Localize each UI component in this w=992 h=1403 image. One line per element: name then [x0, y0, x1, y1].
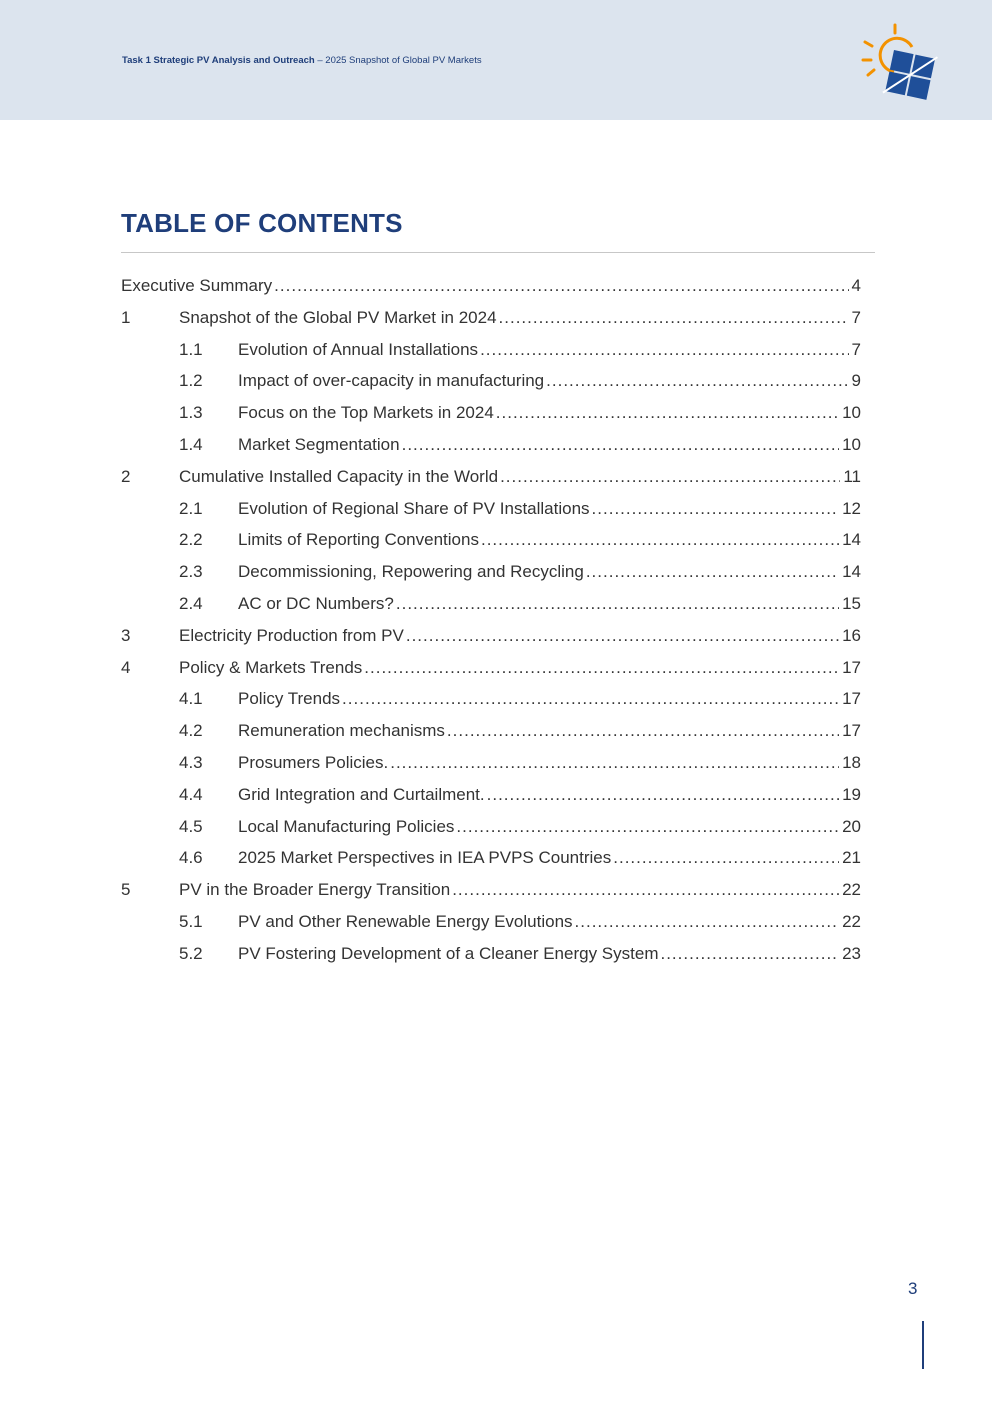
toc-entry-number: 2.2 [179, 530, 203, 550]
toc-entry-number: 1.3 [179, 403, 203, 423]
toc-entry[interactable] [0, 304, 992, 336]
toc-dot-leader [613, 848, 839, 868]
toc-entry-number: 2.1 [179, 498, 203, 518]
toc-entry-number: 4.4 [179, 784, 203, 804]
toc-entry-line [179, 658, 861, 678]
toc-entry[interactable] [0, 367, 992, 399]
toc-entry-label: Remuneration mechanisms [238, 721, 445, 741]
toc-entry-label: Limits of Reporting Conventions [238, 530, 479, 550]
toc-entry-number: 5.2 [179, 943, 203, 963]
toc-entry-page: 17 [842, 721, 861, 741]
toc-entry-label: 2025 Market Perspectives in IEA PVPS Countries [238, 848, 612, 868]
toc-entry[interactable] [0, 844, 992, 876]
page-number: 3 [908, 1279, 918, 1298]
toc-entry-line [179, 880, 861, 900]
toc-entry-page: 10 [842, 403, 861, 423]
toc-dot-leader [480, 340, 848, 360]
toc-entry-line [238, 817, 861, 837]
toc-entry-page: 7 [851, 307, 861, 327]
toc-entry-label: Executive Summary [121, 276, 273, 295]
toc-dot-leader [396, 594, 839, 614]
toc-entry-line [238, 944, 861, 964]
toc-entry-page: 22 [842, 880, 861, 900]
toc-entry-number: 2.4 [179, 593, 203, 613]
toc-entry[interactable] [0, 685, 992, 717]
toc-entry[interactable] [0, 717, 992, 749]
page-title: TABLE OF CONTENTS [121, 208, 403, 238]
toc-entry-label: Policy Trends [238, 689, 341, 709]
toc-dot-leader [660, 944, 839, 964]
toc-entry-line [238, 753, 861, 773]
table-of-contents [0, 272, 992, 972]
toc-dot-leader [402, 435, 839, 455]
toc-entry[interactable] [0, 590, 992, 622]
toc-entry-label: Evolution of Annual Installations [238, 339, 479, 359]
toc-entry-line [238, 594, 861, 614]
toc-dot-leader [342, 689, 839, 709]
toc-entry-page: 4 [851, 276, 861, 295]
toc-entry-label: Focus on the Top Markets in 2024 [238, 403, 494, 423]
toc-entry-number: 4.6 [179, 848, 203, 868]
toc-entry-number: 4.2 [179, 721, 203, 741]
toc-dot-leader [499, 308, 849, 328]
toc-entry-page: 14 [842, 562, 861, 582]
toc-dot-leader [481, 530, 839, 550]
toc-entry-line [238, 848, 861, 868]
toc-entry-line [238, 689, 861, 709]
toc-dot-leader [586, 562, 839, 582]
toc-entry-page: 17 [842, 689, 861, 709]
toc-entry-page: 19 [842, 784, 861, 804]
toc-dot-leader [390, 753, 839, 773]
toc-entry-label: Local Manufacturing Policies [238, 816, 455, 836]
toc-dot-leader [575, 912, 840, 932]
toc-dot-leader [496, 403, 839, 423]
toc-entry[interactable] [0, 336, 992, 368]
toc-entry-page: 18 [842, 752, 861, 772]
toc-entry-page: 15 [842, 593, 861, 613]
toc-entry-number: 1 [121, 307, 131, 327]
toc-entry-label: PV and Other Renewable Energy Evolutions [238, 911, 573, 931]
toc-entry-label: Decommissioning, Repowering and Recycling [238, 562, 584, 582]
header-task-label: Task 1 Strategic PV Analysis and Outreach [122, 55, 315, 66]
toc-entry-number: 3 [121, 625, 131, 645]
toc-entry[interactable] [0, 781, 992, 813]
toc-entry-page: 12 [842, 498, 861, 518]
toc-entry-number: 4 [121, 657, 131, 677]
toc-dot-leader [364, 658, 839, 678]
toc-entry-page: 22 [842, 911, 861, 931]
toc-entry-page: 23 [842, 943, 861, 963]
toc-entry-number: 5.1 [179, 911, 203, 931]
toc-entry-line [238, 530, 861, 550]
toc-entry-page: 7 [851, 339, 861, 359]
toc-dot-leader [487, 785, 839, 805]
toc-entry-label: Impact of over-capacity in manufacturing [238, 371, 545, 391]
toc-entry-label: Prosumers Policies. [238, 752, 389, 772]
toc-entry-line [238, 912, 861, 932]
toc-entry-number: 4.3 [179, 752, 203, 772]
toc-dot-leader [500, 467, 840, 487]
title-divider [121, 252, 875, 253]
header-subtitle: – 2025 Snapshot of Global PV Markets [314, 55, 482, 66]
toc-entry-label: AC or DC Numbers? [238, 593, 394, 613]
toc-entry-line [238, 340, 861, 360]
toc-entry-line [179, 308, 861, 328]
toc-entry-label: Cumulative Installed Capacity in the World [179, 466, 499, 486]
toc-entry-label: Market Segmentation [238, 434, 400, 454]
toc-entry-number: 2.3 [179, 562, 203, 582]
toc-entry-line [238, 562, 861, 582]
toc-entry-label: PV in the Broader Energy Transition [179, 880, 451, 900]
toc-dot-leader [452, 880, 839, 900]
toc-dot-leader [546, 371, 848, 391]
toc-entry[interactable] [0, 431, 992, 463]
toc-entry-page: 16 [842, 625, 861, 645]
toc-entry[interactable] [0, 940, 992, 972]
running-header [122, 55, 482, 66]
toc-entry-page: 20 [842, 816, 861, 836]
toc-entry-label: Electricity Production from PV [179, 625, 404, 645]
toc-entry[interactable] [0, 876, 992, 908]
toc-dot-leader [447, 721, 839, 741]
sun-solar-panel-logo-icon [858, 22, 948, 102]
toc-entry-number: 1.1 [179, 339, 203, 359]
toc-entry-label: Evolution of Regional Share of PV Installations [238, 498, 590, 518]
toc-entry-page: 14 [842, 530, 861, 550]
toc-entry-number: 5 [121, 880, 131, 900]
toc-entry-label: PV Fostering Development of a Cleaner Energy System [238, 943, 659, 963]
toc-entry-page: 17 [842, 657, 861, 677]
toc-entry-line [238, 721, 861, 741]
toc-entry[interactable] [0, 526, 992, 558]
toc-entry[interactable] [0, 272, 992, 304]
toc-entry-line [179, 626, 861, 646]
toc-entry-page: 21 [842, 848, 861, 868]
toc-entry-page: 9 [851, 371, 861, 391]
toc-entry-line [121, 276, 861, 296]
toc-entry-line [179, 467, 861, 487]
toc-entry[interactable] [0, 558, 992, 590]
toc-entry-page: 11 [843, 466, 861, 486]
toc-entry-line [238, 499, 861, 519]
toc-entry-number: 4.5 [179, 816, 203, 836]
toc-entry-number: 4.1 [179, 689, 203, 709]
toc-entry[interactable] [0, 399, 992, 431]
toc-entry-line [238, 785, 861, 805]
toc-entry-number: 2 [121, 466, 131, 486]
toc-entry-label: Snapshot of the Global PV Market in 2024 [179, 307, 497, 327]
toc-dot-leader [456, 817, 839, 837]
toc-entry-page: 10 [842, 434, 861, 454]
toc-entry[interactable] [0, 622, 992, 654]
toc-entry-line [238, 403, 861, 423]
toc-entry[interactable] [0, 908, 992, 940]
toc-entry[interactable] [0, 495, 992, 527]
toc-dot-leader [274, 276, 848, 296]
toc-entry[interactable] [0, 813, 992, 845]
toc-entry-line [238, 371, 861, 391]
toc-entry[interactable] [0, 463, 992, 495]
toc-entry-label: Policy & Markets Trends [179, 657, 363, 677]
toc-dot-leader [592, 499, 840, 519]
toc-entry[interactable] [0, 654, 992, 686]
toc-entry-number: 1.2 [179, 371, 203, 391]
toc-entry[interactable] [0, 749, 992, 781]
toc-entry-number: 1.4 [179, 434, 203, 454]
toc-dot-leader [406, 626, 839, 646]
toc-entry-line [238, 435, 861, 455]
page-number-rule [922, 1321, 924, 1369]
toc-entry-label: Grid Integration and Curtailment. [238, 784, 485, 804]
header-band [0, 0, 992, 120]
